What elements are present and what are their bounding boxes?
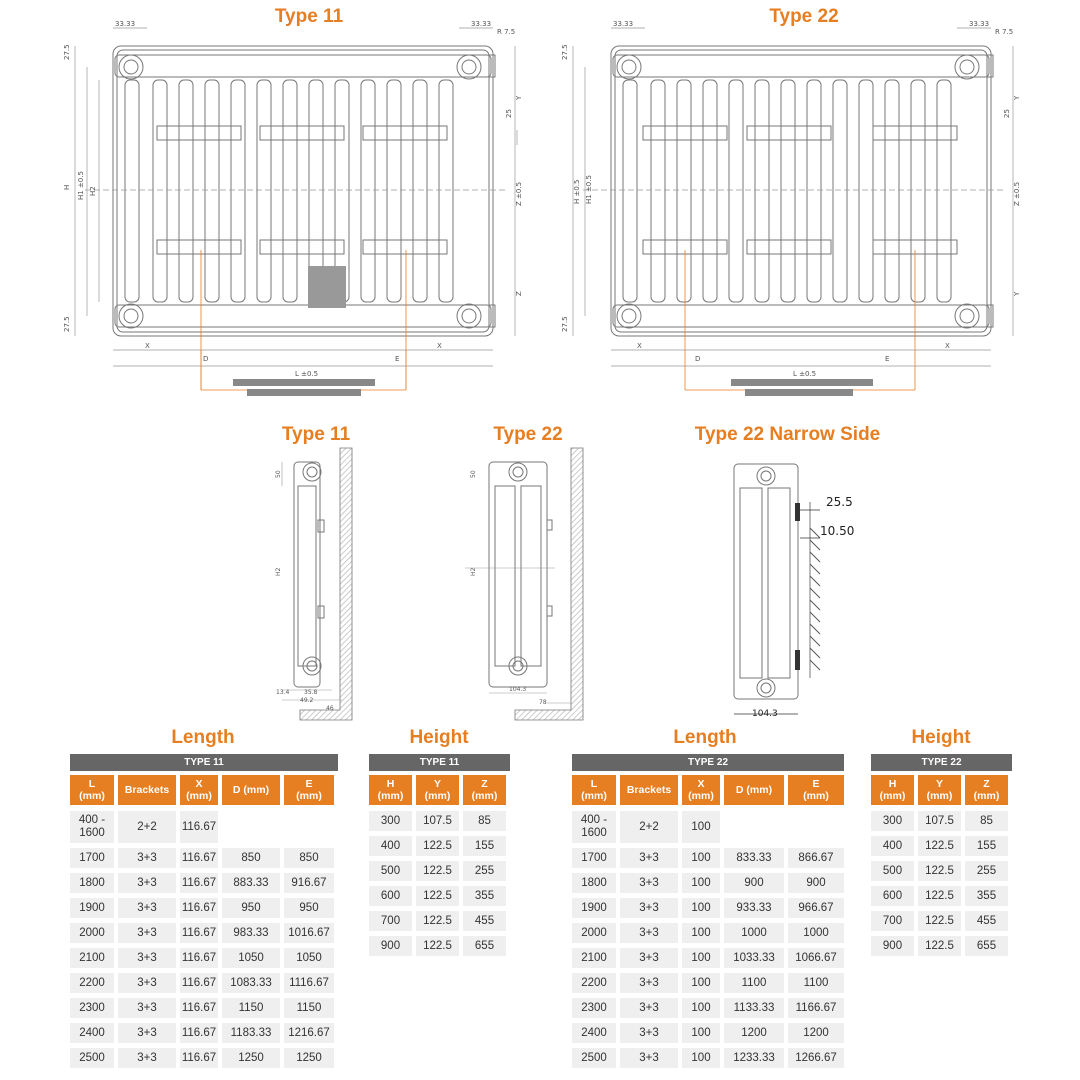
table-row: 300 107.5 85: [369, 811, 510, 831]
table-row: 2300 3+3 116.67 1150 1150: [70, 998, 338, 1018]
header-x: X (mm): [180, 775, 218, 805]
table-header-row: [572, 775, 844, 805]
label22-275-top: 27.5: [561, 44, 569, 60]
table-band: TYPE 22: [871, 754, 1012, 771]
label22-x-right: X: [945, 342, 950, 350]
table-height-type11: [369, 754, 510, 961]
table-length-type11: [70, 754, 338, 1073]
label-275-top: 27.5: [63, 44, 71, 60]
label22-h1: H1 ±0.5: [585, 175, 593, 204]
table-row: 2400 3+3 100 1200 1200: [572, 1023, 844, 1043]
label22-l: L ±0.5: [793, 370, 817, 378]
label22-x-left: X: [637, 342, 642, 350]
table-length-11-title: Length: [171, 727, 235, 748]
table-row: 2200 3+3 100 1100 1100: [572, 973, 844, 993]
table-row: 2000 3+3 100 1000 1000: [572, 923, 844, 943]
side11-label-h2: H2: [275, 567, 282, 576]
table-row: 2400 3+3 116.67 1183.33 1216.67: [70, 1023, 338, 1043]
table-row: 1900 3+3 116.67 950 950: [70, 898, 338, 918]
table-row: 2100 3+3 100 1033.33 1066.67: [572, 948, 844, 968]
label-3333-b: 33.33: [471, 20, 492, 28]
narrow-label-255: 25.5: [826, 495, 853, 509]
table-row: 600 122.5 355: [369, 886, 510, 906]
front-type22-title: Type 22: [769, 6, 839, 27]
front-type11-title: Type 11: [274, 6, 344, 27]
side22-label-1043: 104.3: [509, 686, 527, 693]
table-row: 600 122.5 355: [871, 886, 1012, 906]
table-row: 1700 3+3 116.67 850 850: [70, 848, 338, 868]
header-e: E (mm): [788, 775, 844, 805]
table-row: 1800 3+3 116.67 883.33 916.67: [70, 873, 338, 893]
label-h2: H2: [89, 186, 97, 196]
label22-y-bottom: Y: [1013, 291, 1021, 296]
header-z: Z (mm): [463, 775, 506, 805]
label-3333-a: 33.33: [115, 20, 136, 28]
front-drawing-type11: [55, 20, 555, 420]
label22-y-top: Y: [1013, 95, 1021, 100]
label-x-left: X: [145, 342, 150, 350]
label-x-right: X: [437, 342, 442, 350]
side11-label-134: 13.4: [276, 689, 290, 696]
side-type22-title: Type 22: [493, 424, 563, 445]
table-height-22-title: Height: [911, 727, 971, 748]
table-row: 2500 3+3 100 1233.33 1266.67: [572, 1048, 844, 1068]
label22-h: H ±0.5: [573, 179, 581, 204]
side-type22-narrow-title: Type 22 Narrow Side: [694, 424, 881, 445]
table-row: 400 122.5 155: [369, 836, 510, 856]
label-z: Z: [515, 291, 523, 296]
header-h: H (mm): [871, 775, 914, 805]
front-drawing-type22: [553, 20, 1053, 420]
side11-label-50: 50: [275, 470, 282, 478]
table-row: 2000 3+3 116.67 983.33 1016.67: [70, 923, 338, 943]
label22-z05: Z ±0.5: [1013, 181, 1021, 206]
header-d: D (mm): [724, 775, 784, 805]
table-row: 900 122.5 655: [369, 936, 510, 956]
table-row: 400 - 1600 2+2 116.67: [70, 811, 338, 843]
table-row: 900 122.5 655: [871, 936, 1012, 956]
label-25: 25: [505, 109, 513, 118]
label-275-bottom: 27.5: [63, 316, 71, 332]
label-r75: R 7.5: [497, 28, 516, 36]
label22-3333-b: 33.33: [969, 20, 990, 28]
header-y: Y (mm): [416, 775, 459, 805]
header-brackets: Brackets: [620, 775, 678, 805]
label-e: E: [395, 355, 400, 363]
table-row: 2500 3+3 116.67 1250 1250: [70, 1048, 338, 1068]
side11-label-46: 46: [326, 705, 334, 712]
table-row: 400 - 1600 2+2 100: [572, 811, 844, 843]
header-z: Z (mm): [965, 775, 1008, 805]
table-row: 1700 3+3 100 833.33 866.67: [572, 848, 844, 868]
table-length-22-title: Length: [673, 727, 737, 748]
label22-e: E: [885, 355, 890, 363]
table-header-row: [871, 775, 1012, 805]
table-row: 500 122.5 255: [369, 861, 510, 881]
side-type11-title: Type 11: [281, 424, 351, 445]
header-h: H (mm): [369, 775, 412, 805]
table-row: 300 107.5 85: [871, 811, 1012, 831]
label-l: L ±0.5: [295, 370, 319, 378]
table-height-11-title: Height: [409, 727, 469, 748]
narrow-label-1050: 10.50: [820, 524, 855, 538]
label22-d: D: [695, 355, 701, 363]
side-drawing-type22-narrow: [722, 458, 872, 720]
table-row: 700 122.5 455: [369, 911, 510, 931]
label-h: H: [63, 184, 71, 190]
table-height-type22: [871, 754, 1012, 961]
table-row: 500 122.5 255: [871, 861, 1012, 881]
side11-label-358: 35.8: [304, 689, 318, 696]
label22-275-bottom: 27.5: [561, 316, 569, 332]
table-band: TYPE 22: [572, 754, 844, 771]
table-row: 2300 3+3 100 1133.33 1166.67: [572, 998, 844, 1018]
header-e: E (mm): [284, 775, 334, 805]
table-header-row: [70, 775, 338, 805]
header-x: X (mm): [682, 775, 720, 805]
label22-3333-a: 33.33: [613, 20, 634, 28]
side-drawing-type22: [465, 448, 585, 723]
label-y: Y: [515, 95, 523, 100]
table-row: 1800 3+3 100 900 900: [572, 873, 844, 893]
label22-25: 25: [1003, 109, 1011, 118]
table-row: 2200 3+3 116.67 1083.33 1116.67: [70, 973, 338, 993]
header-y: Y (mm): [918, 775, 961, 805]
table-band: TYPE 11: [70, 754, 338, 771]
label-z05: Z ±0.5: [515, 181, 523, 206]
side11-label-492: 49.2: [300, 697, 314, 704]
side-drawing-type11: [272, 448, 382, 723]
table-row: 400 122.5 155: [871, 836, 1012, 856]
side22-label-50: 50: [470, 470, 477, 478]
header-l: L (mm): [572, 775, 616, 805]
header-l: L (mm): [70, 775, 114, 805]
header-brackets: Brackets: [118, 775, 176, 805]
table-length-type22: [572, 754, 844, 1073]
narrow-label-1043: 104.3: [752, 709, 778, 719]
label22-r75: R 7.5: [995, 28, 1014, 36]
label-d: D: [203, 355, 209, 363]
table-row: 1900 3+3 100 933.33 966.67: [572, 898, 844, 918]
side22-label-h2: H2: [470, 567, 477, 576]
label-h1: H1 ±0.5: [77, 171, 85, 200]
table-row: 2100 3+3 116.67 1050 1050: [70, 948, 338, 968]
header-d: D (mm): [222, 775, 280, 805]
table-header-row: [369, 775, 510, 805]
table-band: TYPE 11: [369, 754, 510, 771]
table-row: 700 122.5 455: [871, 911, 1012, 931]
side22-label-78: 78: [539, 699, 547, 706]
